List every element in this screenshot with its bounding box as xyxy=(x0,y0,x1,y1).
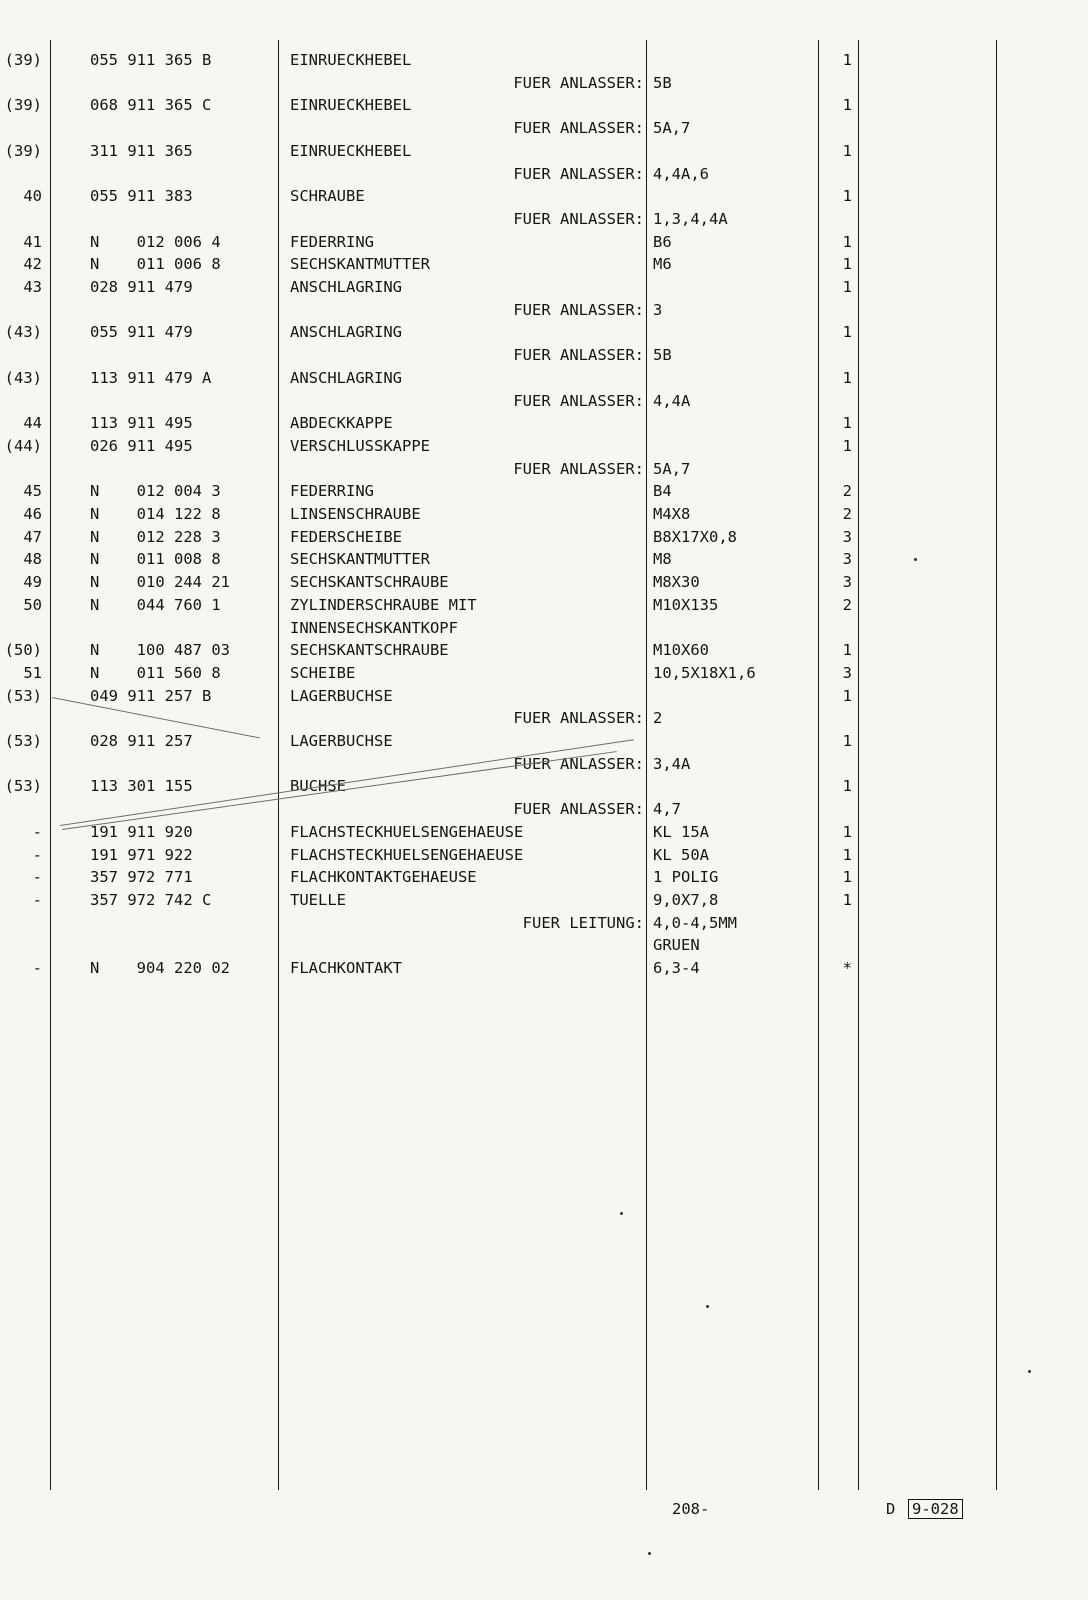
part-description: SECHSKANTMUTTER xyxy=(290,255,430,274)
part-description: FEDERRING xyxy=(290,482,374,501)
part-number: 357 972 742 C xyxy=(90,890,212,909)
quantity: 1 xyxy=(842,890,852,909)
part-description: SECHSKANTSCHRAUBE xyxy=(290,573,449,592)
specification: M10X60 xyxy=(653,641,709,660)
scan-speck xyxy=(648,1552,651,1555)
quantity: 1 xyxy=(842,278,852,296)
quantity: 3 xyxy=(842,550,852,569)
position-number: 49 xyxy=(23,573,42,592)
position-number: (44) xyxy=(4,436,42,455)
part-description: ZYLINDERSCHRAUBE MIT xyxy=(290,595,477,614)
specification: 3 xyxy=(653,300,663,319)
quantity: 1 xyxy=(842,232,852,251)
specification: 4,4A xyxy=(653,391,691,410)
quantity: 1 xyxy=(842,414,852,433)
part-number: N 011 560 8 xyxy=(90,663,221,682)
specification: 4,4A,6 xyxy=(653,164,709,183)
quantity: 1 xyxy=(842,141,852,160)
scan-speck xyxy=(706,1305,709,1308)
part-number: 311 911 365 xyxy=(90,141,193,160)
quantity: 3 xyxy=(842,663,852,682)
table-row xyxy=(0,889,1088,911)
table-row xyxy=(0,321,1088,343)
position-number: (53) xyxy=(4,686,42,705)
part-number: 191 971 922 xyxy=(90,845,193,864)
position-number: - xyxy=(32,822,42,841)
table-row xyxy=(0,185,1088,207)
position-number: 48 xyxy=(23,550,42,569)
part-description: FEDERSCHEIBE xyxy=(290,527,402,546)
section-prefix: D xyxy=(886,1500,896,1518)
table-row xyxy=(0,299,1088,321)
part-number: N 904 220 02 xyxy=(90,959,230,977)
part-number: 055 911 479 xyxy=(90,323,193,342)
position-number: 51 xyxy=(23,663,42,682)
specification: 10,5X18X1,6 xyxy=(653,663,756,682)
table-row xyxy=(0,594,1088,616)
part-number: 113 911 479 A xyxy=(90,368,212,387)
part-number: N 012 228 3 xyxy=(90,527,221,546)
position-number: 40 xyxy=(23,187,42,206)
part-description: TUELLE xyxy=(290,890,346,909)
part-number: N 100 487 03 xyxy=(90,641,230,660)
position-number: (43) xyxy=(4,368,42,387)
table-row xyxy=(0,775,1088,797)
part-number: 026 911 495 xyxy=(90,436,193,455)
quantity: 1 xyxy=(842,436,852,455)
position-number: - xyxy=(32,890,42,909)
position-number: 47 xyxy=(23,527,42,546)
part-description: FLACHKONTAKTGEHAEUSE xyxy=(290,868,477,887)
quantity: 2 xyxy=(842,505,852,523)
quantity: 1 xyxy=(842,51,852,69)
quantity: 1 xyxy=(842,868,852,887)
position-number: (53) xyxy=(4,777,42,796)
specification: 4,7 xyxy=(653,800,681,819)
table-row xyxy=(0,72,1088,94)
specification: 4,0-4,5MM xyxy=(653,913,737,932)
position-number: 50 xyxy=(23,595,42,614)
quantity: 1 xyxy=(842,187,852,206)
quantity: 1 xyxy=(842,641,852,660)
position-number: 41 xyxy=(23,232,42,251)
table-row xyxy=(0,480,1088,502)
application-note: FUER ANLASSER: xyxy=(513,119,644,138)
part-number: 357 972 771 xyxy=(90,868,193,887)
specification: 5B xyxy=(653,346,672,365)
part-description: EINRUECKHEBEL xyxy=(290,141,412,160)
table-row xyxy=(0,49,1088,71)
part-description: FEDERRING xyxy=(290,232,374,251)
application-note: FUER LEITUNG: xyxy=(522,913,644,932)
position-number: 45 xyxy=(23,482,42,501)
specification: 5A,7 xyxy=(653,119,691,138)
part-number: N 011 006 8 xyxy=(90,255,221,274)
specification: B6 xyxy=(653,232,672,251)
table-row xyxy=(0,208,1088,230)
quantity: 3 xyxy=(842,527,852,546)
part-number: N 011 008 8 xyxy=(90,550,221,569)
specification: 6,3-4 xyxy=(653,959,700,977)
table-row xyxy=(0,163,1088,185)
position-number: 46 xyxy=(23,505,42,523)
application-note: FUER ANLASSER: xyxy=(513,300,644,319)
quantity: 1 xyxy=(842,96,852,115)
position-number: (39) xyxy=(4,96,42,115)
position-number: 42 xyxy=(23,255,42,274)
application-note: FUER ANLASSER: xyxy=(513,346,644,365)
part-number: 113 911 495 xyxy=(90,414,193,433)
quantity: 2 xyxy=(842,595,852,614)
part-number: 191 911 920 xyxy=(90,822,193,841)
specification: 1 POLIG xyxy=(653,868,719,887)
table-row xyxy=(0,344,1088,366)
quantity: 1 xyxy=(842,845,852,864)
position-number: - xyxy=(32,868,42,887)
part-number: 068 911 365 C xyxy=(90,96,212,115)
table-row xyxy=(0,117,1088,139)
specification: B4 xyxy=(653,482,672,501)
specification: M10X135 xyxy=(653,595,719,614)
specification: 5A,7 xyxy=(653,459,691,478)
table-row xyxy=(0,571,1088,593)
specification: M6 xyxy=(653,255,672,274)
part-number: 055 911 383 xyxy=(90,187,193,206)
position-number: (50) xyxy=(4,641,42,660)
position-number: 44 xyxy=(23,414,42,433)
part-number: N 044 760 1 xyxy=(90,595,221,614)
part-description: LINSENSCHRAUBE xyxy=(290,505,421,523)
part-description: SCHEIBE xyxy=(290,663,356,682)
part-description: SECHSKANTMUTTER xyxy=(290,550,430,569)
table-row xyxy=(0,685,1088,707)
quantity: 2 xyxy=(842,482,852,501)
quantity: 1 xyxy=(842,255,852,274)
table-row xyxy=(0,548,1088,570)
table-row xyxy=(0,617,1088,639)
application-note: FUER ANLASSER: xyxy=(513,164,644,183)
quantity: 1 xyxy=(842,777,852,796)
table-row xyxy=(0,957,1088,979)
specification: 3,4A xyxy=(653,754,691,773)
quantity: 1 xyxy=(842,323,852,342)
quantity: 1 xyxy=(842,732,852,750)
quantity: 1 xyxy=(842,368,852,387)
section-code: 9-028 xyxy=(908,1499,963,1519)
table-row xyxy=(0,821,1088,843)
part-number: 049 911 257 B xyxy=(90,686,212,705)
specification: 9,0X7,8 xyxy=(653,890,719,909)
position-number: - xyxy=(32,845,42,864)
quantity: 3 xyxy=(842,573,852,592)
part-number: N 014 122 8 xyxy=(90,505,221,523)
part-description: FLACHSTECKHUELSENGEHAEUSE xyxy=(290,822,524,841)
specification: M8 xyxy=(653,550,672,569)
specification: M4X8 xyxy=(653,505,691,523)
part-description: ANSCHLAGRING xyxy=(290,278,402,296)
table-row xyxy=(0,435,1088,457)
specification: KL 50A xyxy=(653,845,709,864)
application-note: FUER ANLASSER: xyxy=(513,459,644,478)
part-description: INNENSECHSKANTKOPF xyxy=(290,618,458,637)
application-note: FUER ANLASSER: xyxy=(513,209,644,228)
application-note: FUER ANLASSER: xyxy=(513,800,644,819)
position-number: (43) xyxy=(4,323,42,342)
specification: B8X17X0,8 xyxy=(653,527,737,546)
position-number: (39) xyxy=(4,141,42,160)
specification: KL 15A xyxy=(653,822,709,841)
part-description: LAGERBUCHSE xyxy=(290,732,393,750)
position-number: (39) xyxy=(4,51,42,69)
application-note: FUER ANLASSER: xyxy=(513,709,644,728)
table-row xyxy=(0,94,1088,116)
part-description: EINRUECKHEBEL xyxy=(290,51,412,69)
scan-speck xyxy=(620,1212,623,1215)
table-row xyxy=(0,140,1088,162)
specification: GRUEN xyxy=(653,936,700,955)
quantity: 1 xyxy=(842,686,852,705)
table-row xyxy=(0,390,1088,412)
specification: 2 xyxy=(653,709,663,728)
part-description: VERSCHLUSSKAPPE xyxy=(290,436,430,455)
specification: 1,3,4,4A xyxy=(653,209,728,228)
part-description: EINRUECKHEBEL xyxy=(290,96,412,115)
position-number: - xyxy=(32,959,42,977)
page-number: 208- xyxy=(672,1500,710,1518)
table-row xyxy=(0,912,1088,934)
part-description: FLACHKONTAKT xyxy=(290,959,402,977)
part-number: 028 911 257 xyxy=(90,732,193,750)
part-number: N 010 244 21 xyxy=(90,573,230,592)
part-number: 055 911 365 B xyxy=(90,51,212,69)
table-row xyxy=(0,730,1088,752)
part-description: ANSCHLAGRING xyxy=(290,323,402,342)
quantity: * xyxy=(842,959,852,977)
quantity: 1 xyxy=(842,822,852,841)
table-row xyxy=(0,367,1088,389)
table-row xyxy=(0,503,1088,525)
table-row xyxy=(0,866,1088,888)
position-number: 43 xyxy=(23,278,42,296)
table-row xyxy=(0,412,1088,434)
table-row xyxy=(0,753,1088,775)
table-row xyxy=(0,526,1088,548)
part-description: BUCHSE xyxy=(290,777,346,796)
table-row xyxy=(0,458,1088,480)
part-description: LAGERBUCHSE xyxy=(290,686,393,705)
part-description: SCHRAUBE xyxy=(290,187,365,206)
table-row xyxy=(0,639,1088,661)
specification: 5B xyxy=(653,73,672,92)
table-row xyxy=(0,662,1088,684)
part-number: 113 301 155 xyxy=(90,777,193,796)
part-number: N 012 004 3 xyxy=(90,482,221,501)
table-row xyxy=(0,844,1088,866)
part-description: ABDECKKAPPE xyxy=(290,414,393,433)
part-description: ANSCHLAGRING xyxy=(290,368,402,387)
application-note: FUER ANLASSER: xyxy=(513,73,644,92)
part-number: 028 911 479 xyxy=(90,278,193,296)
table-row xyxy=(0,231,1088,253)
application-note: FUER ANLASSER: xyxy=(513,754,644,773)
specification: M8X30 xyxy=(653,573,700,592)
part-description: SECHSKANTSCHRAUBE xyxy=(290,641,449,660)
table-row xyxy=(0,934,1088,956)
table-row xyxy=(0,253,1088,275)
scan-speck xyxy=(914,558,917,561)
scan-speck xyxy=(1028,1370,1031,1373)
part-description: FLACHSTECKHUELSENGEHAEUSE xyxy=(290,845,524,864)
table-row xyxy=(0,276,1088,298)
application-note: FUER ANLASSER: xyxy=(513,391,644,410)
part-number: N 012 006 4 xyxy=(90,232,221,251)
position-number: (53) xyxy=(4,732,42,750)
